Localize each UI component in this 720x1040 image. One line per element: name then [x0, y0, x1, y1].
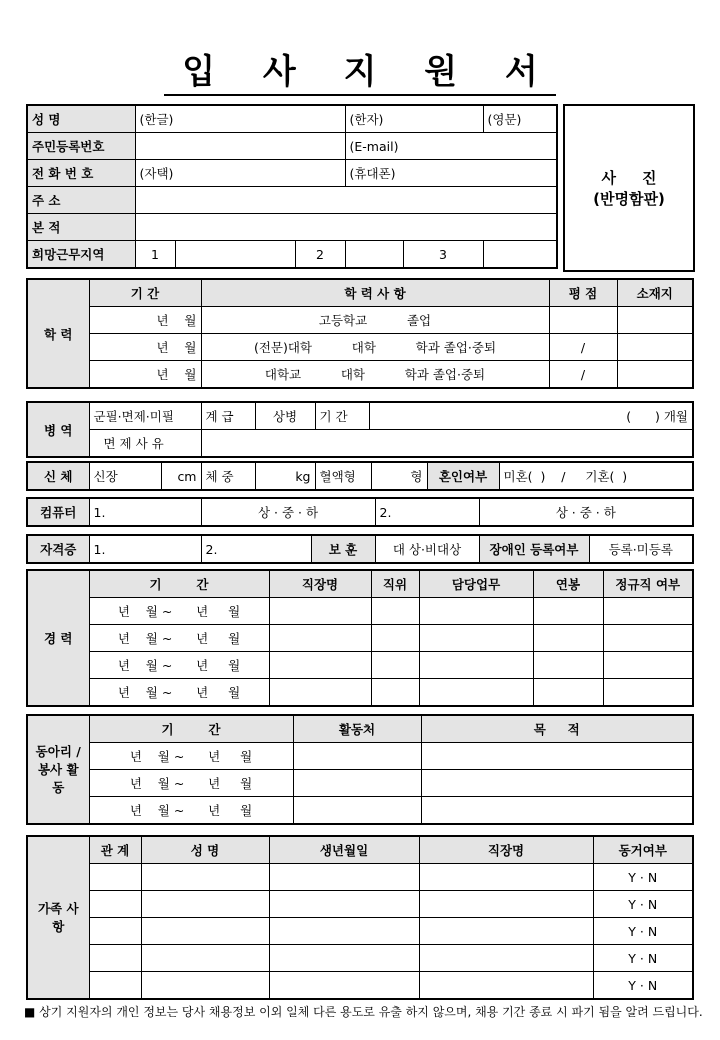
career-header-fulltime: 정규직 여부 [603, 570, 693, 598]
computer-table [26, 497, 694, 527]
veteran-label: 보 훈 [311, 535, 375, 563]
education-gpa[interactable] [549, 307, 617, 334]
military-rank-label: 계 급 [201, 402, 255, 430]
activity-purpose[interactable] [421, 770, 693, 797]
family-birth[interactable] [269, 891, 419, 918]
disability-label: 장애인 등록여부 [479, 535, 589, 563]
family-cohabit[interactable]: Y · N [593, 945, 693, 972]
family-header-birth: 생년월일 [269, 836, 419, 864]
career-salary[interactable] [533, 652, 603, 679]
activity-period[interactable]: 년 월 ~ 년 월 [89, 797, 293, 825]
education-detail[interactable]: (전문)대학 대학 학과 졸업·중퇴 [201, 334, 549, 361]
family-name[interactable] [141, 972, 269, 1000]
family-cohabit[interactable]: Y · N [593, 864, 693, 891]
name-korean-field[interactable]: (한글) [135, 105, 345, 133]
education-header-gpa: 평 점 [549, 279, 617, 307]
family-relation[interactable] [89, 945, 141, 972]
family-relation[interactable] [89, 918, 141, 945]
marriage-label: 혼인여부 [427, 462, 499, 490]
career-fulltime[interactable] [603, 598, 693, 625]
computer-label: 컴퓨터 [27, 498, 89, 526]
activity-place[interactable] [293, 743, 421, 770]
family-birth[interactable] [269, 972, 419, 1000]
family-name[interactable] [141, 945, 269, 972]
military-rank-value[interactable]: 상병 [255, 402, 315, 430]
career-header-company: 직장명 [269, 570, 371, 598]
career-fulltime[interactable] [603, 652, 693, 679]
body-table [26, 461, 694, 491]
family-company[interactable] [419, 864, 593, 891]
family-birth[interactable] [269, 918, 419, 945]
activity-purpose[interactable] [421, 743, 693, 770]
family-relation[interactable] [89, 972, 141, 1000]
education-gpa[interactable]: / [549, 361, 617, 389]
military-table [26, 401, 694, 458]
region-1-number: 1 [135, 241, 175, 269]
privacy-notice: ■ 상기 지원자의 개인 정보는 당사 채용정보 이외 일체 다른 용도로 유출 하지 않으며, 채용 기간 종료 시 파기 됨을 알려 드립니다. [24, 1005, 703, 1019]
career-salary[interactable] [533, 679, 603, 707]
height-label: 신장 [89, 462, 161, 490]
career-company[interactable] [269, 598, 371, 625]
origin-label: 본 적 [27, 214, 135, 241]
mobile-field[interactable]: (휴대폰) [345, 160, 557, 187]
region-1-field[interactable] [175, 241, 295, 269]
personal-info-table [26, 104, 558, 269]
certificate-item-1[interactable]: 1. [89, 535, 201, 563]
career-period[interactable]: 년 월 ~ 년 월 [89, 625, 269, 652]
family-company[interactable] [419, 945, 593, 972]
veteran-field[interactable]: 대 상·비대상 [375, 535, 479, 563]
military-exempt-field[interactable] [201, 430, 693, 458]
career-period[interactable]: 년 월 ~ 년 월 [89, 598, 269, 625]
activity-table [26, 714, 694, 825]
origin-field[interactable] [135, 214, 557, 241]
activity-place[interactable] [293, 770, 421, 797]
career-position[interactable] [371, 625, 419, 652]
region-3-number: 3 [403, 241, 483, 269]
family-header-company: 직장명 [419, 836, 593, 864]
blood-label: 혈액형 [315, 462, 371, 490]
military-period-label: 기 간 [315, 402, 369, 430]
family-cohabit[interactable]: Y · N [593, 972, 693, 1000]
family-cohabit[interactable]: Y · N [593, 891, 693, 918]
certificate-item-2[interactable]: 2. [201, 535, 311, 563]
family-cohabit[interactable]: Y · N [593, 918, 693, 945]
career-header-period: 기 간 [89, 570, 269, 598]
career-header-duty: 담당업무 [419, 570, 533, 598]
family-relation[interactable] [89, 891, 141, 918]
career-period[interactable]: 년 월 ~ 년 월 [89, 679, 269, 707]
career-duty[interactable] [419, 598, 533, 625]
career-duty[interactable] [419, 679, 533, 707]
marriage-field[interactable]: 미혼( ) / 기혼( ) [499, 462, 693, 490]
military-months-field[interactable]: ( ) 개월 [369, 402, 693, 430]
career-fulltime[interactable] [603, 625, 693, 652]
activity-label: 동아리 /봉사 활동 [27, 715, 89, 824]
activity-period[interactable]: 년 월 ~ 년 월 [89, 770, 293, 797]
family-name[interactable] [141, 918, 269, 945]
address-field[interactable] [135, 187, 557, 214]
region-2-field[interactable] [345, 241, 403, 269]
computer-item-2[interactable]: 2. [375, 498, 479, 526]
activity-header-purpose: 목 적 [421, 715, 693, 743]
address-label: 주 소 [27, 187, 135, 214]
photo-size-label: (반명함판) [593, 190, 665, 208]
education-period[interactable]: 년 월 [89, 361, 201, 389]
career-salary[interactable] [533, 598, 603, 625]
career-duty[interactable] [419, 625, 533, 652]
career-duty[interactable] [419, 652, 533, 679]
family-label: 가족 사항 [27, 836, 89, 999]
career-header-salary: 연봉 [533, 570, 603, 598]
page-title: 입 사 지 원 서 [0, 44, 720, 93]
career-company[interactable] [269, 652, 371, 679]
activity-header-period: 기 간 [89, 715, 293, 743]
career-position[interactable] [371, 652, 419, 679]
education-location[interactable] [617, 361, 693, 389]
career-label: 경 력 [27, 570, 89, 706]
disability-field[interactable]: 등록·미등록 [589, 535, 693, 563]
computer-level-1[interactable]: 상 · 중 · 하 [201, 498, 375, 526]
career-company[interactable] [269, 679, 371, 707]
activity-purpose[interactable] [421, 797, 693, 825]
computer-item-1[interactable]: 1. [89, 498, 201, 526]
id-number-field[interactable] [135, 133, 345, 160]
education-label: 학 력 [27, 279, 89, 388]
photo-label: 사 진 [601, 169, 657, 187]
family-company[interactable] [419, 972, 593, 1000]
education-gpa[interactable]: / [549, 334, 617, 361]
career-position[interactable] [371, 679, 419, 707]
family-relation[interactable] [89, 864, 141, 891]
education-detail[interactable]: 대학교 대학 학과 졸업·중퇴 [201, 361, 549, 389]
height-unit[interactable]: cm [161, 462, 201, 490]
family-name[interactable] [141, 891, 269, 918]
family-header-name: 성 명 [141, 836, 269, 864]
education-location[interactable] [617, 334, 693, 361]
body-label: 신 체 [27, 462, 89, 490]
name-english-field[interactable]: (영문) [483, 105, 557, 133]
family-birth[interactable] [269, 945, 419, 972]
education-period[interactable]: 년 월 [89, 307, 201, 334]
family-company[interactable] [419, 918, 593, 945]
id-number-label: 주민등록번호 [27, 133, 135, 160]
career-company[interactable] [269, 625, 371, 652]
certificate-table [26, 534, 694, 564]
career-fulltime[interactable] [603, 679, 693, 707]
family-header-cohabit: 동거여부 [593, 836, 693, 864]
family-table [26, 835, 694, 1000]
family-header-relation: 관 계 [89, 836, 141, 864]
region-label: 희망근무지역 [27, 241, 135, 269]
activity-period[interactable]: 년 월 ~ 년 월 [89, 743, 293, 770]
career-header-position: 직위 [371, 570, 419, 598]
career-salary[interactable] [533, 625, 603, 652]
home-phone-field[interactable]: (자택) [135, 160, 345, 187]
computer-level-2[interactable]: 상 · 중 · 하 [479, 498, 693, 526]
activity-place[interactable] [293, 797, 421, 825]
activity-header-place: 활동처 [293, 715, 421, 743]
career-period[interactable]: 년 월 ~ 년 월 [89, 652, 269, 679]
education-header-location: 소재지 [617, 279, 693, 307]
career-table [26, 569, 694, 707]
family-company[interactable] [419, 891, 593, 918]
photo-box[interactable] [563, 104, 695, 272]
education-detail[interactable]: 고등학교 졸업 [201, 307, 549, 334]
career-position[interactable] [371, 598, 419, 625]
family-name[interactable] [141, 864, 269, 891]
military-label: 병 역 [27, 402, 89, 457]
military-status[interactable]: 군필·면제·미필 [89, 402, 201, 430]
name-hanja-field[interactable]: (한자) [345, 105, 483, 133]
blood-unit[interactable]: 형 [371, 462, 427, 490]
education-period[interactable]: 년 월 [89, 334, 201, 361]
military-exempt-label: 면 제 사 유 [89, 430, 201, 458]
email-field[interactable]: (E-mail) [345, 133, 557, 160]
education-header-detail: 학 력 사 항 [201, 279, 549, 307]
education-header-period: 기 간 [89, 279, 201, 307]
region-2-number: 2 [295, 241, 345, 269]
education-table [26, 278, 694, 389]
weight-label: 체 중 [201, 462, 255, 490]
name-label: 성 명 [27, 105, 135, 133]
family-birth[interactable] [269, 864, 419, 891]
certificate-label: 자격증 [27, 535, 89, 563]
region-3-field[interactable] [483, 241, 557, 269]
weight-unit[interactable]: kg [255, 462, 315, 490]
phone-label: 전 화 번 호 [27, 160, 135, 187]
education-location[interactable] [617, 307, 693, 334]
